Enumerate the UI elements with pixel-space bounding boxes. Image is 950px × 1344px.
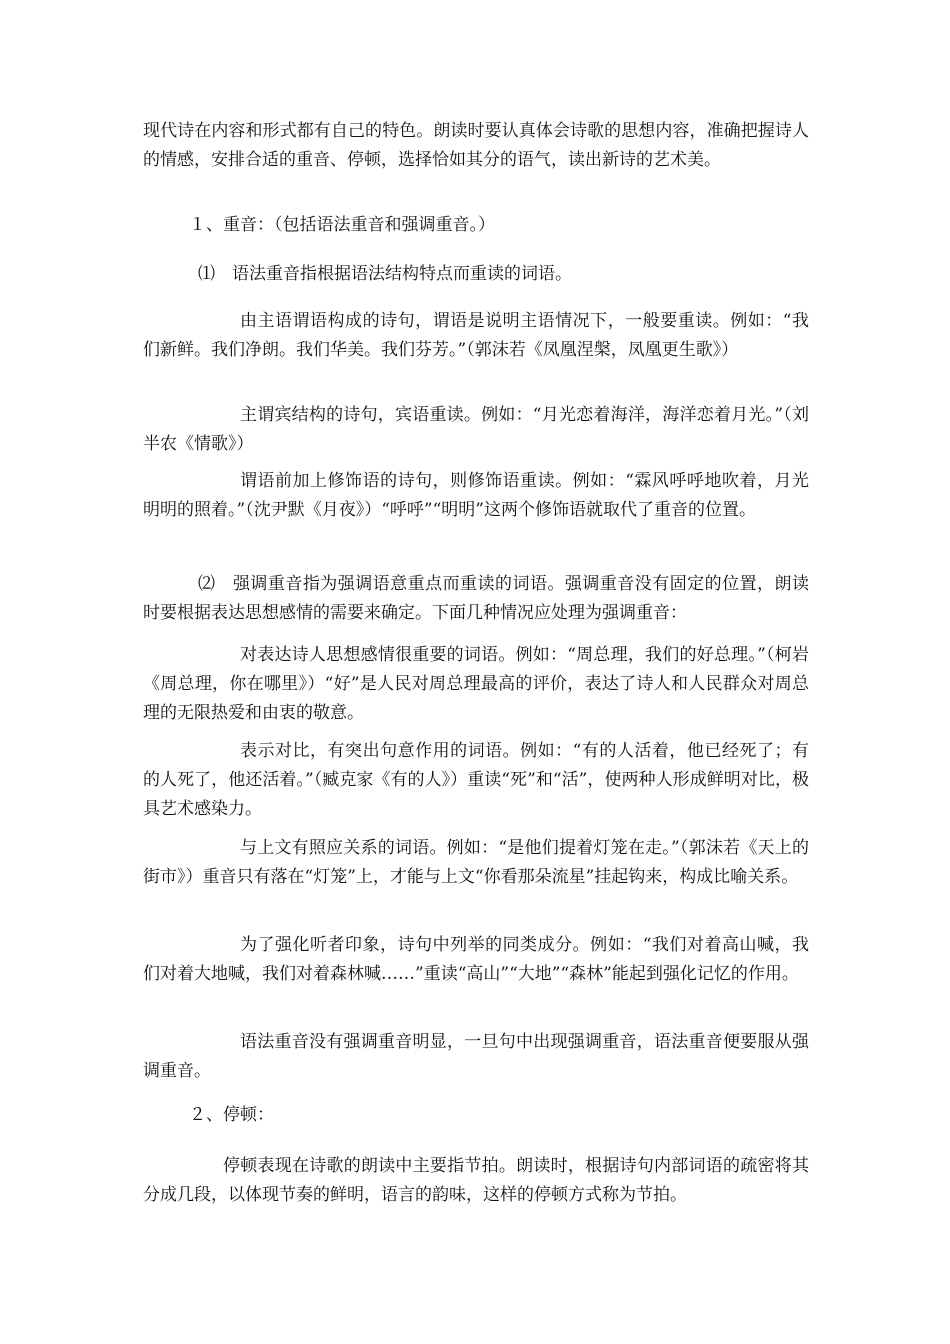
paragraph-pause-rhythm: 停顿表现在诗歌的朗读中主要指节拍。朗读时，根据诗句内部词语的疏密将其分成几段，以体现节奏的鲜明，语言的韵味，这样的停顿方式称为节拍。 [143, 1156, 809, 1205]
paragraph-modifier-stress: 谓语前加上修饰语的诗句，则修饰语重读。例如：“霖风呼呼地吹着，月光明明的照着。”（沈尹默《月夜》）“呼呼”“明明”这两个修饰语就取代了重音的位置。 [143, 471, 809, 520]
paragraph-subject-verb-object: 主谓宾结构的诗句，宾语重读。例如：“月光恋着海洋，海洋恋着月光。”（刘半农《情歌》） [143, 405, 809, 454]
paragraph-contrast: 表示对比，有突出句意作用的词语。例如：“有的人活着，他已经死了；有的人死了，他还活着。”（臧克家《有的人》）重读“死”和“活”，使两种人形成鲜明对比，极具艺术感染力。 [143, 741, 809, 819]
subheading-emphatic-stress: ⑵ 强调重音指为强调语意重点而重读的词语。强调重音没有固定的位置，朗读时要根据表达思想感情的需要来确定。下面几种情况应处理为强调重音： [143, 574, 809, 623]
subheading-grammar-stress: ⑴ 语法重音指根据语法结构特点而重读的词语。 [198, 264, 572, 284]
paragraph-stress-priority: 语法重音没有强调重音明显，一旦句中出现强调重音，语法重音便要服从强调重音。 [143, 1032, 809, 1081]
paragraph-subject-predicate: 由主语谓语构成的诗句，谓语是说明主语情况下，一般要重读。例如：“我们新鲜。我们净朗。我们华美。我们芬芳。”（郭沫若《凤凰涅槃，凤凰更生歌》） [143, 311, 809, 360]
intro-paragraph: 现代诗在内容和形式都有自己的特色。朗读时要认真体会诗歌的思想内容，准确把握诗人的情感，安排合适的重音、停顿，选择恰如其分的语气，读出新诗的艺术美。 [143, 121, 809, 170]
paragraph-echo: 与上文有照应关系的词语。例如：“是他们提着灯笼在走。”（郭沫若《天上的街市》）重音只有落在“灯笼”上，才能与上文“你看那朵流星”挂起钩来，构成比喻关系。 [143, 838, 809, 887]
section-heading-pause: ２、停顿： [189, 1105, 274, 1125]
paragraph-important-words: 对表达诗人思想感情很重要的词语。例如：“周总理，我们的好总理。”（柯岩《周总理，你在哪里》）“好”是人民对周总理最高的评价，表达了诗人和人民群众对周总理的无限热爱和由衷的敬意。 [143, 645, 809, 723]
section-heading-stress: １、重音：（包括语法重音和强调重音。） [189, 215, 495, 235]
paragraph-enumeration: 为了强化听者印象，诗句中列举的同类成分。例如：“我们对着高山喊，我们对着大地喊，我们对着森林喊……”重读“高山”“大地”“森林”能起到强化记忆的作用。 [143, 935, 809, 984]
